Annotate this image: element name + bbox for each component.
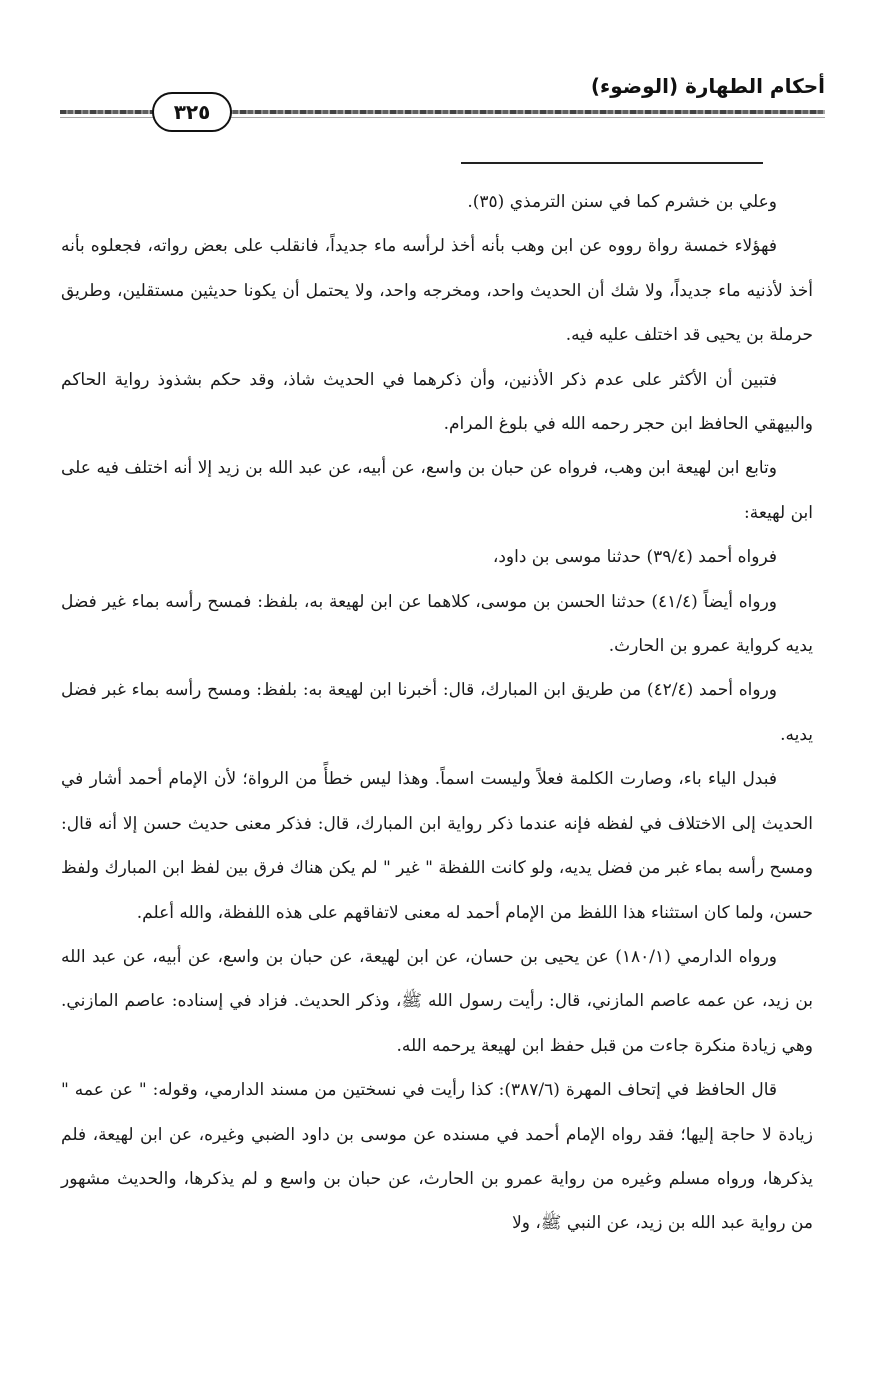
page-number: ٣٢٥ bbox=[173, 100, 211, 124]
paragraph-3: فتبين أن الأكثر على عدم ذكر الأذنين، وأن ذكرهما في الحديث شاذ، وقد حكم بشذوذ رواية الحاكم والبيهقي الحافظ ابن حجر رحمه الله في بلوغ المرام. bbox=[61, 369, 813, 435]
paragraph-1: وعلي بن خشرم كما في سنن الترمذي (٣٥). bbox=[467, 192, 777, 212]
book-title: أحكام الطهارة (الوضوء) bbox=[590, 74, 825, 98]
paragraph-4: وتابع ابن لهيعة ابن وهب، فرواه عن حبان بن واسع، عن أبيه، عن عبد الله بن زيد إلا أنه اختلف فيه على ابن لهيعة: bbox=[61, 458, 813, 523]
paragraph-6: ورواه أيضاً (٤١/٤) حدثنا الحسن بن موسى، كلاهما عن ابن لهيعة به، بلفظ: فمسح رأسه بماء غير فضل يديه كرواية عمرو بن الحارث. bbox=[61, 591, 813, 657]
page-number-frame bbox=[152, 92, 232, 132]
paragraph-7: ورواه أحمد (٤٢/٤) من طريق ابن المبارك، قال: أخبرنا ابن لهيعة به: بلفظ: ومسح رأسه بماء غبر فضل يديه. bbox=[61, 680, 813, 745]
page-header bbox=[60, 70, 825, 130]
paragraph-5: فرواه أحمد (٣٩/٤) حدثنا موسى بن داود، bbox=[492, 547, 777, 568]
paragraph-2: فهؤلاء خمسة رواة رووه عن ابن وهب بأنه أخذ لرأسه ماء جديداً، فانقلب على بعض رواته، فجعلوه بأنه أخذ لأذنيه ماء جديداً، ولا شك أن الحديث واحد، ومخرجه واحد، ولا يحتمل أن يكونا حديثين مستقلين، وطريق حرملة بن يحيى قد اختلف عليه فيه. bbox=[61, 236, 813, 346]
paragraph-9: ورواه الدارمي (١٨٠/١) عن يحيى بن حسان، عن ابن لهيعة، عن حبان بن واسع، عن أبيه، عن عبد الله بن زيد، عن عمه عاصم المازني، قال: رأيت رسول الله ﷺ، وذكر الحديث. فزاد في إسناده: عاصم المازني. وهي زيادة منكرة جاءت من قبل حفظ ابن لهيعة يرحمه الله. bbox=[61, 946, 813, 1056]
paragraph-8: فبدل الياء باء، وصارت الكلمة فعلاً وليست اسماً. وهذا ليس خطأً من الرواة؛ لأن الإمام أحمد أشار في الحديث إلى الاختلاف في لفظه فإنه عندما ذكر رواية ابن المبارك، قال: فذكر معنى حديث حسن إلا أنه قال: ومسح رأسه بماء غبر من فضل يديه، ولو كانت اللفظة " غير " لم يكن هناك فرق بين لفظ ابن المبارك ولفظ حسن، ولما كان استثناء هذا اللفظ من الإمام أحمد له معنى لاتفاقهم على هذه اللفظة، والله أعلم. bbox=[61, 769, 813, 923]
body-text bbox=[61, 180, 813, 1246]
footnote-separator bbox=[461, 162, 763, 164]
paragraph-10: قال الحافظ في إتحاف المهرة (٣٨٧/٦): كذا رأيت في نسختين من مسند الدارمي، وقوله: " عن عمه " زيادة لا حاجة إليها؛ فقد رواه الإمام أحمد في مسنده عن موسى بن داود الضبي وغيره، عن ابن لهيعة، فلم يذكرها، ورواه مسلم وغيره من رواية عمرو بن الحارث، عن حبان بن واسع و لم يذكرها، والحديث مشهور من رواية عبد الله بن زيد، عن النبي ﷺ، ولا bbox=[61, 1080, 813, 1234]
